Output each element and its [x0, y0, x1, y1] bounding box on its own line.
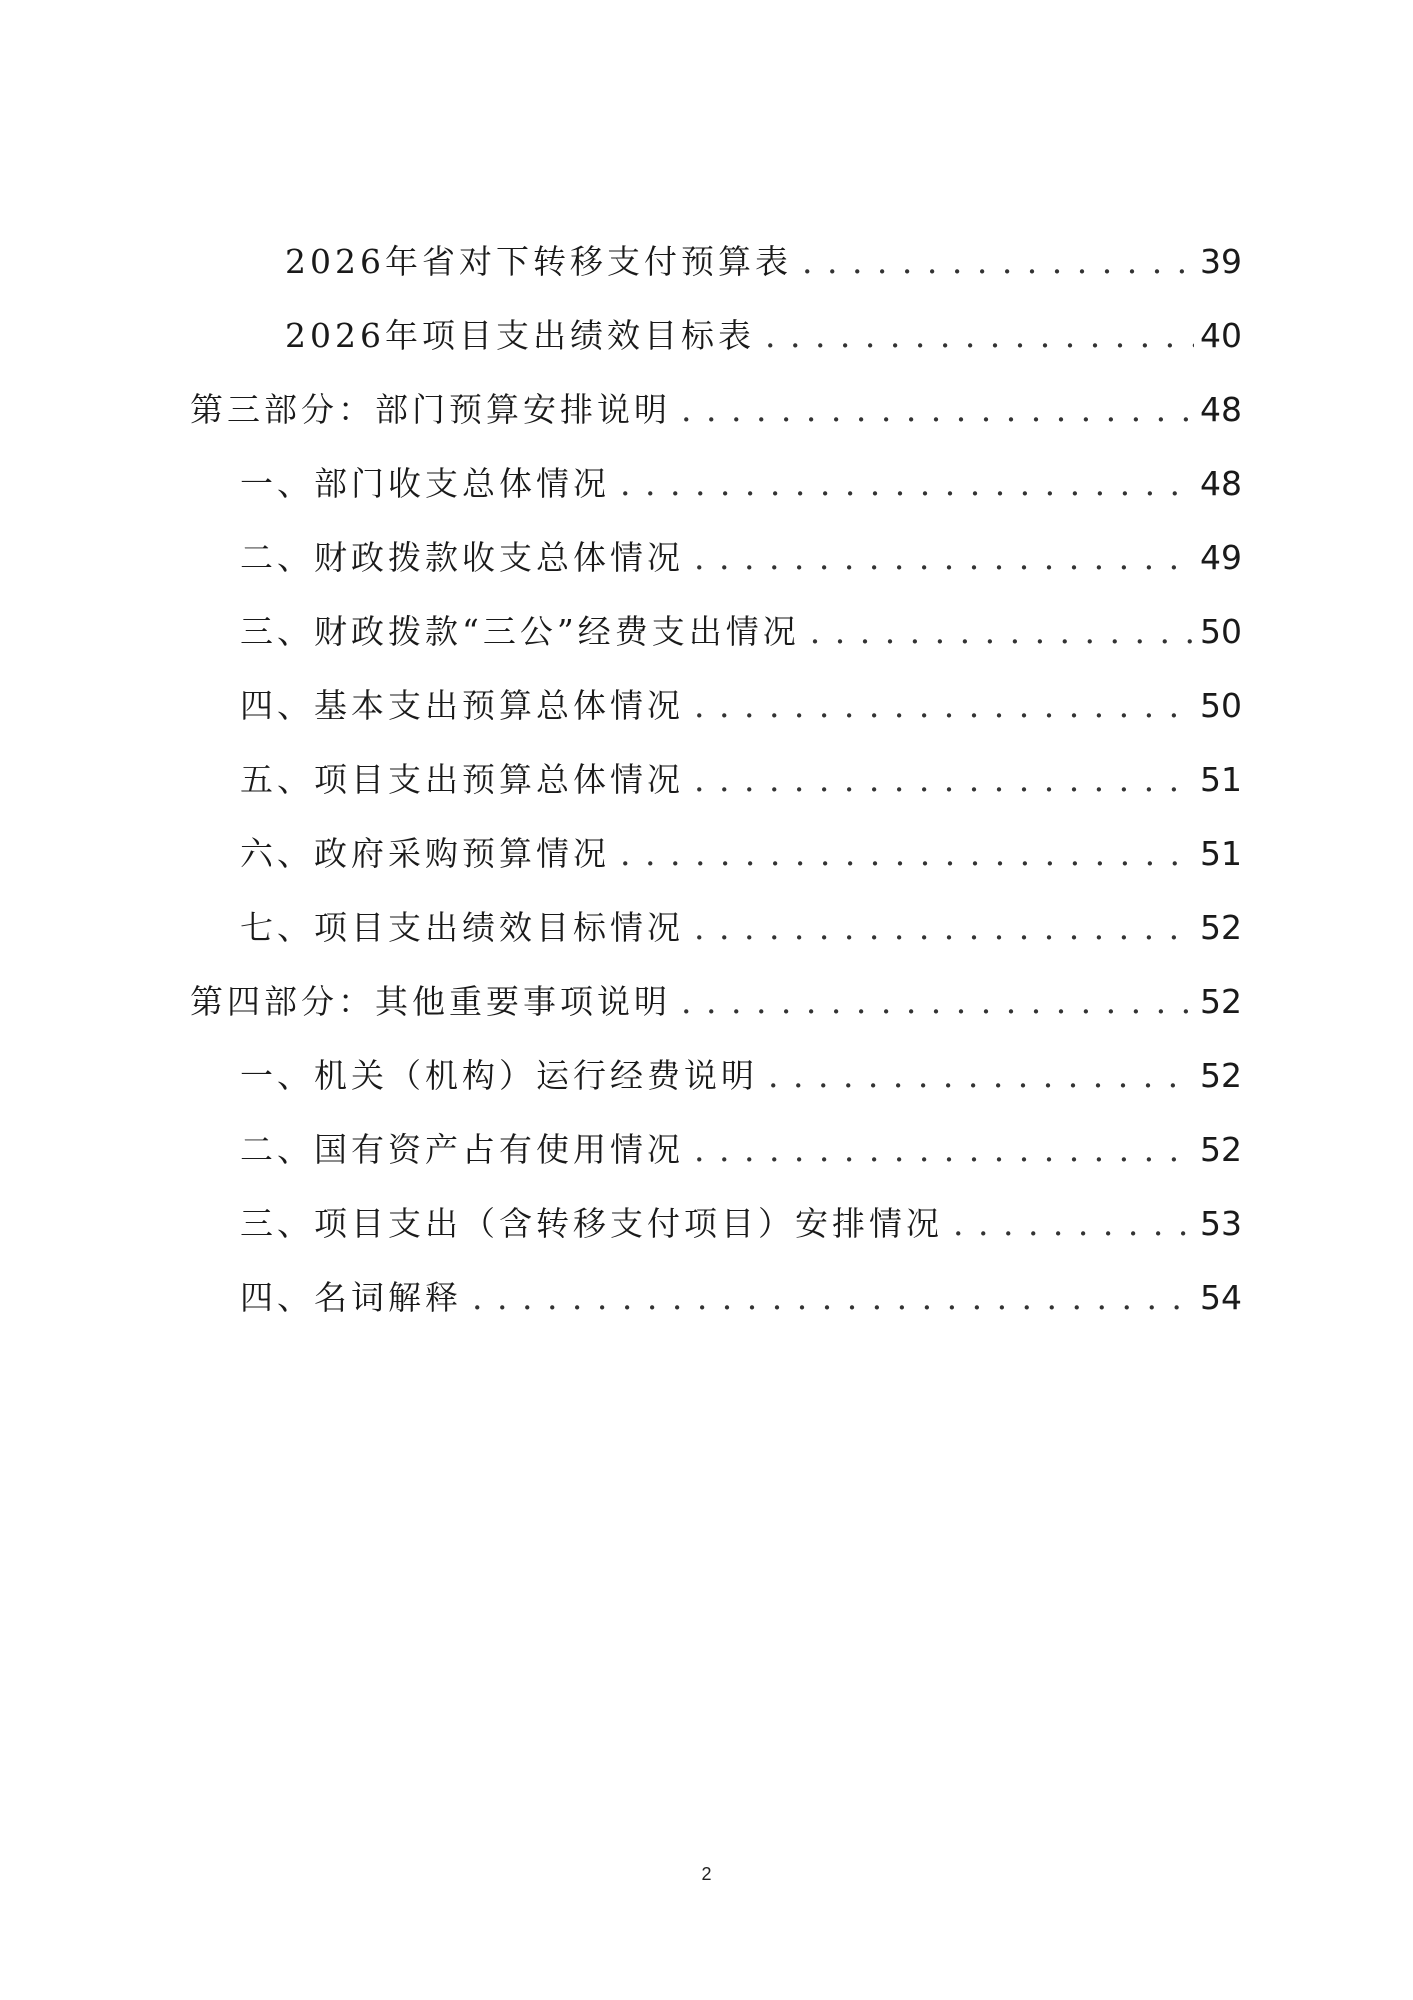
toc-entry[interactable] [190, 310, 1242, 384]
toc-entry-title: 五、项目支出预算总体情况 [240, 760, 684, 799]
toc-leader-dots [694, 686, 1194, 725]
toc-leader-dots [802, 242, 1194, 281]
toc-entry-page: 54 [1200, 1278, 1242, 1317]
toc-entry-page: 49 [1200, 538, 1242, 577]
toc-entry-title: 第三部分：部门预算安排说明 [190, 390, 671, 429]
toc-section-heading[interactable] [190, 976, 1242, 1050]
toc-leader-dots [620, 464, 1194, 503]
toc-entry[interactable] [190, 902, 1242, 976]
toc-entry-title: 四、基本支出预算总体情况 [240, 686, 684, 725]
toc-entry-page: 39 [1200, 242, 1242, 281]
toc-entry-page: 48 [1200, 390, 1242, 429]
toc-entry-page: 50 [1200, 612, 1242, 651]
toc-entry-title: 一、机关（机构）运行经费说明 [240, 1056, 758, 1095]
page-number: 2 [701, 1864, 712, 1884]
toc-entry-page: 51 [1200, 834, 1242, 873]
toc-entry-title: 六、政府采购预算情况 [240, 834, 610, 873]
toc-entry[interactable] [190, 1272, 1242, 1346]
toc-leader-dots [810, 612, 1194, 651]
toc-leader-dots [694, 538, 1194, 577]
toc-entry-page: 50 [1200, 686, 1242, 725]
toc-entry-title: 一、部门收支总体情况 [240, 464, 610, 503]
toc-leader-dots [694, 1130, 1194, 1169]
toc-leader-dots [768, 1056, 1194, 1095]
toc-entry-title: 二、财政拨款收支总体情况 [240, 538, 684, 577]
toc-entry-page: 52 [1200, 982, 1242, 1021]
toc-entry-page: 52 [1200, 1056, 1242, 1095]
toc-section-heading[interactable] [190, 384, 1242, 458]
table-of-contents [190, 236, 1242, 1346]
toc-entry[interactable] [190, 1198, 1242, 1272]
toc-entry[interactable] [190, 532, 1242, 606]
toc-entry-title: 2026年项目支出绩效目标表 [285, 316, 755, 355]
toc-entry[interactable] [190, 1050, 1242, 1124]
toc-entry-title: 七、项目支出绩效目标情况 [240, 908, 684, 947]
toc-leader-dots [953, 1204, 1194, 1243]
toc-leader-dots [681, 982, 1194, 1021]
toc-entry-page: 40 [1200, 316, 1242, 355]
toc-leader-dots [765, 316, 1194, 355]
toc-leader-dots [694, 760, 1194, 799]
toc-entry[interactable] [190, 1124, 1242, 1198]
toc-entry[interactable] [190, 458, 1242, 532]
toc-leader-dots [620, 834, 1194, 873]
toc-entry-title: 第四部分：其他重要事项说明 [190, 982, 671, 1021]
toc-entry-title: 三、财政拨款“三公”经费支出情况 [240, 612, 800, 651]
toc-entry[interactable] [190, 236, 1242, 310]
toc-entry[interactable] [190, 828, 1242, 902]
toc-entry[interactable] [190, 754, 1242, 828]
toc-entry-page: 52 [1200, 1130, 1242, 1169]
toc-leader-dots [694, 908, 1194, 947]
toc-entry[interactable] [190, 606, 1242, 680]
toc-entry[interactable] [190, 680, 1242, 754]
toc-entry-title: 四、名词解释 [240, 1278, 462, 1317]
toc-entry-title: 三、项目支出（含转移支付项目）安排情况 [240, 1204, 943, 1243]
toc-leader-dots [472, 1278, 1194, 1317]
toc-leader-dots [681, 390, 1194, 429]
toc-entry-page: 53 [1200, 1204, 1242, 1243]
toc-entry-page: 52 [1200, 908, 1242, 947]
toc-entry-title: 二、国有资产占有使用情况 [240, 1130, 684, 1169]
toc-entry-page: 48 [1200, 464, 1242, 503]
toc-entry-title: 2026年省对下转移支付预算表 [285, 242, 792, 281]
toc-entry-page: 51 [1200, 760, 1242, 799]
